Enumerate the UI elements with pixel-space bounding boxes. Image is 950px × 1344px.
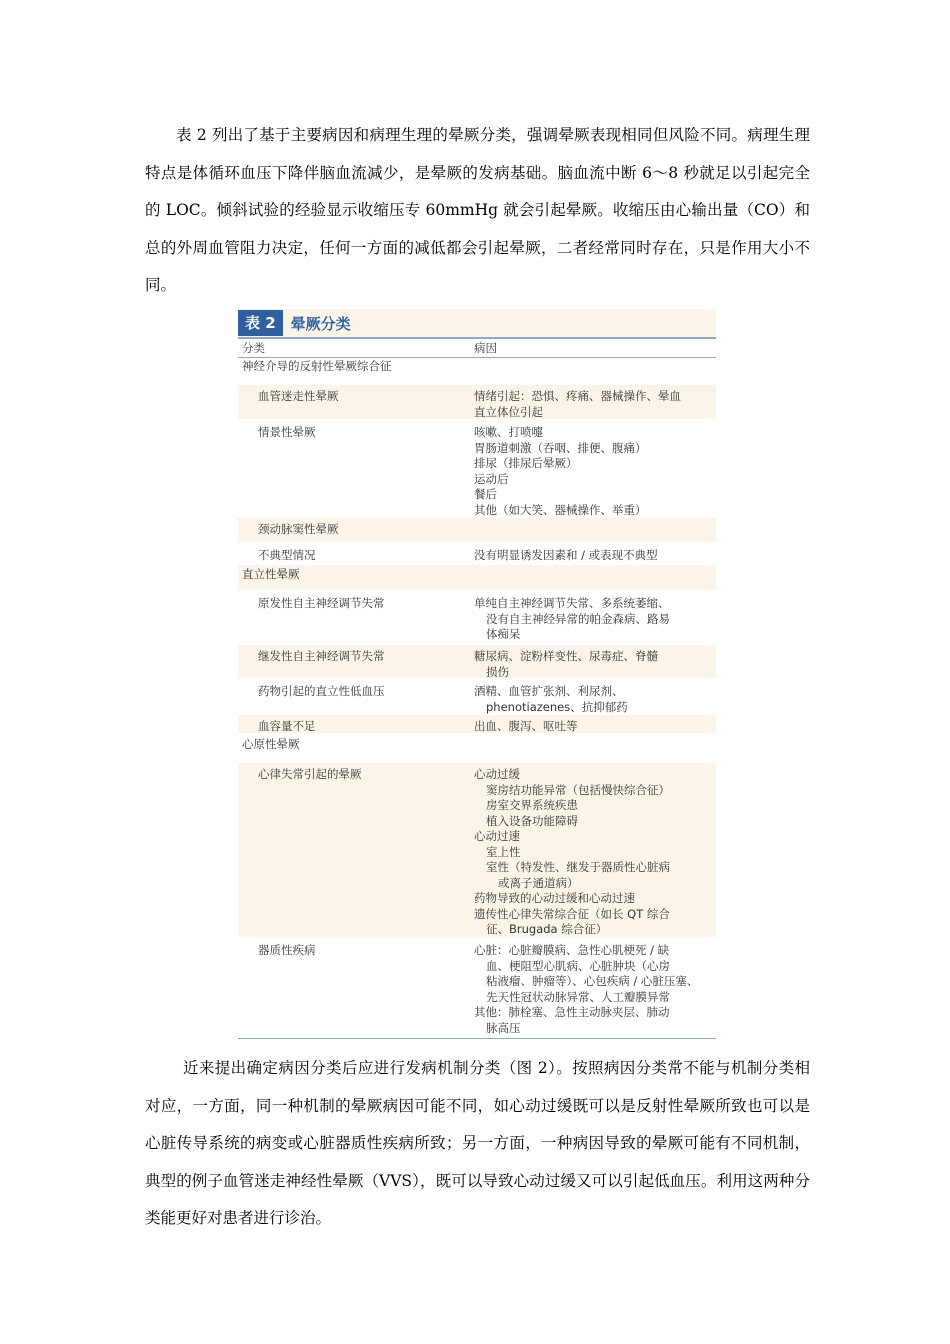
category-cell: 器质性疾病 bbox=[258, 943, 316, 957]
category-cell: 血管迷走性晕厥 bbox=[258, 389, 339, 403]
cause-line: 窦房结功能异常（包括慢快综合征） bbox=[486, 782, 670, 797]
cause-line: 运动后 bbox=[474, 471, 509, 486]
cause-line: 损伤 bbox=[486, 664, 509, 679]
category-group-heading: 神经介导的反射性晕厥综合征 bbox=[242, 359, 392, 373]
table-header-bar bbox=[238, 309, 716, 337]
cause-line: 其他（如大笑、器械操作、举重） bbox=[474, 502, 647, 517]
cause-line: 遗传性心律失常综合征（如长 QT 综合 bbox=[474, 906, 670, 921]
cause-line: 餐后 bbox=[474, 487, 497, 501]
syncope-classification-table bbox=[238, 309, 716, 1040]
table-bottom-rule bbox=[238, 1038, 716, 1039]
category-cell: 继发性自主神经调节失常 bbox=[258, 649, 385, 663]
category-group-heading: 直立性晕厥 bbox=[242, 567, 300, 581]
cause-line: 房室交界系统疾患 bbox=[486, 798, 578, 812]
intro-paragraph: 表 2 列出了基于主要病因和病理生理的晕厥分类，强调晕厥表现相同但风险不同。病理生理特点是体循环血压下降伴脑血流减少，是晕厥的发病基础。脑血流中断 6～8 秒就足以引起完全的 LOC。倾斜试验的经验显示收缩压专 60mmHg 就会引起晕厥。收缩压由心输出量（CO）和总的外周血管阻力决定，任何一方面的减低都会引起晕厥，二者经常同时存在，只是作用大小不同。 bbox=[145, 126, 810, 294]
column-header-cause: 病因 bbox=[474, 341, 497, 355]
category-cell: 不典型情况 bbox=[258, 548, 316, 562]
cause-cell bbox=[474, 548, 710, 564]
cause-line: 心脏：心脏瓣膜病、急性心肌梗死 / 缺 bbox=[474, 943, 670, 957]
cause-line: 单纯自主神经调节失常、多系统萎缩、 bbox=[474, 596, 670, 610]
cause-line: 咳嗽、打喷嚏 bbox=[474, 425, 543, 439]
cause-line: 出血、腹泻、呕吐等 bbox=[474, 719, 578, 733]
table-row bbox=[238, 763, 716, 937]
table-row bbox=[238, 565, 716, 590]
cause-line: 室性（特发性、继发于器质性心脏病 bbox=[486, 860, 670, 874]
table-row bbox=[238, 735, 716, 761]
table-row bbox=[238, 385, 716, 419]
table-row bbox=[238, 645, 716, 678]
cause-line: 体痴呆 bbox=[486, 627, 521, 641]
category-cell: 情景性晕厥 bbox=[258, 425, 316, 439]
table-row bbox=[238, 421, 716, 515]
cause-line: 排尿（排尿后晕厥） bbox=[474, 456, 578, 470]
cause-line: 植入设备功能障碍 bbox=[486, 813, 578, 828]
cause-line: 血、梗阻型心肌病、心脏肿块（心房 bbox=[486, 958, 670, 973]
cause-line: 没有明显诱发因素和 / 或表现不典型 bbox=[474, 548, 658, 562]
cause-cell bbox=[474, 943, 710, 1036]
cause-cell bbox=[474, 767, 710, 938]
table-row bbox=[238, 939, 716, 1035]
table-row bbox=[238, 592, 716, 643]
table-number-badge: 表 2 bbox=[238, 310, 283, 336]
cause-line: 先天性冠状动脉异常、人工瓣膜异常 bbox=[486, 989, 670, 1004]
cause-cell bbox=[474, 389, 710, 420]
category-group-heading: 心原性晕厥 bbox=[242, 737, 300, 751]
cause-line: 脉高压 bbox=[486, 1020, 521, 1035]
cause-cell bbox=[474, 596, 710, 643]
cause-line: 征、Brugada 综合征） bbox=[486, 922, 608, 936]
cause-line: 心动过缓 bbox=[474, 767, 520, 781]
cause-cell bbox=[474, 649, 710, 680]
cause-line: 其他：肺栓塞、急性主动脉夹层、肺动 bbox=[474, 1005, 670, 1019]
category-cell: 血容量不足 bbox=[258, 719, 316, 733]
category-cell: 颈动脉窦性晕厥 bbox=[258, 522, 339, 536]
column-header-category: 分类 bbox=[242, 341, 265, 355]
cause-line: 心动过速 bbox=[474, 829, 520, 843]
cause-cell bbox=[474, 719, 710, 735]
cause-cell bbox=[474, 684, 710, 715]
cause-line: 酒精、血管扩张剂、利尿剂、 bbox=[474, 684, 624, 698]
table-row bbox=[238, 357, 716, 377]
cause-line: 药物导致的心动过缓和心动过速 bbox=[474, 891, 635, 905]
cause-line: 没有自主神经异常的帕金森病、路易 bbox=[486, 611, 670, 626]
cause-line: 室上性 bbox=[486, 844, 521, 859]
cause-line: 糖尿病、淀粉样变性、尿毒症、脊髓 bbox=[474, 649, 658, 663]
cause-cell bbox=[474, 425, 710, 518]
cause-line: 直立体位引起 bbox=[474, 404, 543, 419]
cause-line: 或离子通道病） bbox=[498, 875, 579, 890]
cause-line: 粘液瘤、肿瘤等）、心包疾病 / 心脏压塞、 bbox=[486, 974, 699, 988]
closing-paragraph: 近来提出确定病因分类后应进行发病机制分类（图 2）。按照病因分类常不能与机制分类相对应，一方面，同一种机制的晕厥病因可能不同，如心动过缓既可以是反射性晕厥所致也可以是心脏传导系统的病变或心脏器质性疾病所致；另一方面，一种病因导致的晕厥可能有不同机制，典型的例子血管迷走神经性晕厥（VVS），既可以导致心动过缓又可以引起低血压。利用这两种分类能更好对患者进行诊治。 bbox=[145, 1059, 810, 1227]
category-cell: 药物引起的直立性低血压 bbox=[258, 684, 385, 698]
category-cell: 心律失常引起的晕厥 bbox=[258, 767, 362, 781]
cause-line: 情绪引起：恐惧、疼痛、器械操作、晕血 bbox=[474, 389, 681, 403]
table-row bbox=[238, 680, 716, 713]
table-column-header bbox=[238, 337, 716, 358]
category-cell: 原发性自主神经调节失常 bbox=[258, 596, 385, 610]
table-row bbox=[238, 518, 716, 542]
table-title: 晕厥分类 bbox=[290, 314, 351, 333]
cause-line: phenotiazenes、抗抑郁药 bbox=[486, 699, 628, 714]
cause-line: 胃肠道刺激（吞咽、排便、腹痛） bbox=[474, 440, 647, 455]
table-row bbox=[238, 715, 716, 733]
table-row bbox=[238, 544, 716, 564]
